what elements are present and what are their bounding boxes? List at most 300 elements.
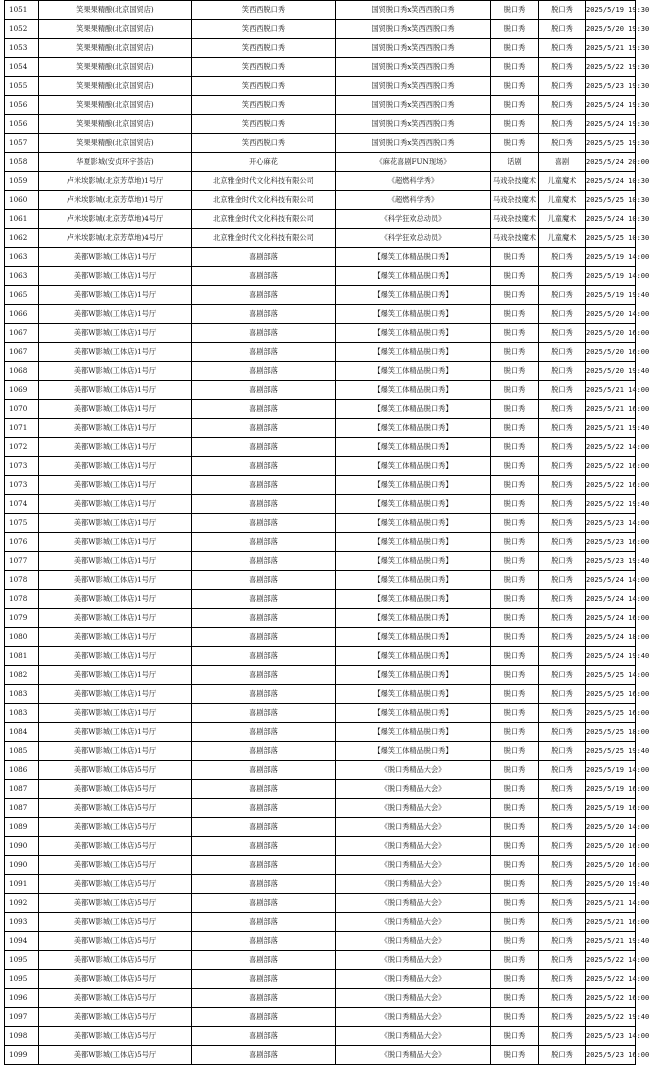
show-title-cell: 国贸脱口秀x笑西西脱口秀 — [336, 115, 491, 134]
row-number-cell: 1089 — [5, 818, 39, 837]
category-cell: 脱口秀 — [491, 381, 539, 400]
venue-cell: 美都W影城(工体店)1号厅 — [39, 438, 192, 457]
showtime-cell: 2025/5/21 19:40 — [586, 419, 636, 438]
table-row — [5, 514, 636, 533]
subcategory-cell: 脱口秀 — [539, 780, 586, 799]
organizer-cell: 喜剧部落 — [192, 647, 336, 666]
table-row — [5, 362, 636, 381]
subcategory-cell: 脱口秀 — [539, 362, 586, 381]
table-row — [5, 647, 636, 666]
showtime-cell: 2025/5/20 16:00 — [586, 837, 636, 856]
table-row — [5, 894, 636, 913]
table-row — [5, 989, 636, 1008]
row-number-cell: 1059 — [5, 172, 39, 191]
subcategory-cell: 脱口秀 — [539, 115, 586, 134]
organizer-cell: 喜剧部落 — [192, 1046, 336, 1065]
venue-cell: 美都W影城(工体店)1号厅 — [39, 400, 192, 419]
table-row — [5, 324, 636, 343]
venue-cell: 卢米埃影城(北京芳草地)1号厅 — [39, 172, 192, 191]
showtime-cell: 2025/5/25 16:00 — [586, 685, 636, 704]
subcategory-cell: 脱口秀 — [539, 1027, 586, 1046]
venue-cell: 卢米埃影城(北京芳草地)4号厅 — [39, 210, 192, 229]
row-number-cell: 1080 — [5, 628, 39, 647]
performance-schedule — [4, 0, 649, 1065]
venue-cell: 美都W影城(工体店)1号厅 — [39, 324, 192, 343]
row-number-cell: 1098 — [5, 1027, 39, 1046]
venue-cell: 笑果果精酿(北京国贸店) — [39, 39, 192, 58]
subcategory-cell: 脱口秀 — [539, 761, 586, 780]
table-row — [5, 58, 636, 77]
category-cell: 脱口秀 — [491, 837, 539, 856]
showtime-cell: 2025/5/20 16:00 — [586, 856, 636, 875]
subcategory-cell: 脱口秀 — [539, 856, 586, 875]
show-title-cell: 【爆笑工体精品脱口秀】 — [336, 666, 491, 685]
category-cell: 马戏杂技魔术 — [491, 229, 539, 248]
category-cell: 脱口秀 — [491, 39, 539, 58]
table-row — [5, 77, 636, 96]
category-cell: 脱口秀 — [491, 1008, 539, 1027]
organizer-cell: 喜剧部落 — [192, 609, 336, 628]
subcategory-cell: 脱口秀 — [539, 20, 586, 39]
organizer-cell: 喜剧部落 — [192, 533, 336, 552]
venue-cell: 美都W影城(工体店)1号厅 — [39, 571, 192, 590]
organizer-cell: 喜剧部落 — [192, 552, 336, 571]
subcategory-cell: 儿童魔术 — [539, 191, 586, 210]
organizer-cell: 北京雅金时代文化科技有限公司 — [192, 229, 336, 248]
showtime-cell: 2025/5/25 10:30 — [586, 191, 636, 210]
row-number-cell: 1087 — [5, 780, 39, 799]
category-cell: 脱口秀 — [491, 400, 539, 419]
showtime-cell: 2025/5/20 14:00 — [586, 818, 636, 837]
show-title-cell: 《科学狂欢总动员》 — [336, 229, 491, 248]
subcategory-cell: 脱口秀 — [539, 514, 586, 533]
category-cell: 脱口秀 — [491, 818, 539, 837]
subcategory-cell: 脱口秀 — [539, 970, 586, 989]
showtime-cell: 2025/5/20 19:30 — [586, 20, 636, 39]
venue-cell: 美都W影城(工体店)5号厅 — [39, 837, 192, 856]
row-number-cell: 1060 — [5, 191, 39, 210]
subcategory-cell: 脱口秀 — [539, 989, 586, 1008]
category-cell: 脱口秀 — [491, 552, 539, 571]
category-cell: 脱口秀 — [491, 590, 539, 609]
subcategory-cell: 脱口秀 — [539, 419, 586, 438]
table-row — [5, 818, 636, 837]
subcategory-cell: 脱口秀 — [539, 742, 586, 761]
row-number-cell: 1068 — [5, 362, 39, 381]
subcategory-cell: 脱口秀 — [539, 894, 586, 913]
venue-cell: 美都W影城(工体店)5号厅 — [39, 1046, 192, 1065]
show-title-cell: 国贸脱口秀x笑西西脱口秀 — [336, 58, 491, 77]
showtime-cell: 2025/5/23 16:00 — [586, 533, 636, 552]
organizer-cell: 喜剧部落 — [192, 267, 336, 286]
showtime-cell: 2025/5/24 19:40 — [586, 647, 636, 666]
show-title-cell: 《科学狂欢总动员》 — [336, 210, 491, 229]
venue-cell: 笑果果精酿(北京国贸店) — [39, 77, 192, 96]
showtime-cell: 2025/5/22 16:00 — [586, 476, 636, 495]
row-number-cell: 1074 — [5, 495, 39, 514]
venue-cell: 美都W影城(工体店)1号厅 — [39, 476, 192, 495]
show-title-cell: 【爆笑工体精品脱口秀】 — [336, 438, 491, 457]
organizer-cell: 笑西西脱口秀 — [192, 77, 336, 96]
show-title-cell: 【爆笑工体精品脱口秀】 — [336, 685, 491, 704]
organizer-cell: 喜剧部落 — [192, 913, 336, 932]
showtime-cell: 2025/5/19 14:00 — [586, 248, 636, 267]
subcategory-cell: 脱口秀 — [539, 1, 586, 20]
table-row — [5, 172, 636, 191]
show-title-cell: 【爆笑工体精品脱口秀】 — [336, 590, 491, 609]
showtime-cell: 2025/5/21 19:40 — [586, 932, 636, 951]
subcategory-cell: 脱口秀 — [539, 476, 586, 495]
subcategory-cell: 脱口秀 — [539, 39, 586, 58]
organizer-cell: 笑西西脱口秀 — [192, 134, 336, 153]
subcategory-cell: 脱口秀 — [539, 58, 586, 77]
category-cell: 话剧 — [491, 153, 539, 172]
organizer-cell: 笑西西脱口秀 — [192, 1, 336, 20]
category-cell: 马戏杂技魔术 — [491, 191, 539, 210]
subcategory-cell: 脱口秀 — [539, 932, 586, 951]
showtime-cell: 2025/5/25 16:00 — [586, 704, 636, 723]
table-row — [5, 666, 636, 685]
organizer-cell: 喜剧部落 — [192, 818, 336, 837]
table-row — [5, 381, 636, 400]
table-row — [5, 609, 636, 628]
subcategory-cell: 脱口秀 — [539, 457, 586, 476]
show-title-cell: 《超燃科学秀》 — [336, 191, 491, 210]
category-cell: 脱口秀 — [491, 685, 539, 704]
table-row — [5, 1046, 636, 1065]
subcategory-cell: 脱口秀 — [539, 438, 586, 457]
show-title-cell: 【爆笑工体精品脱口秀】 — [336, 248, 491, 267]
row-number-cell: 1067 — [5, 324, 39, 343]
row-number-cell: 1052 — [5, 20, 39, 39]
category-cell: 马戏杂技魔术 — [491, 210, 539, 229]
organizer-cell: 喜剧部落 — [192, 666, 336, 685]
table-row — [5, 495, 636, 514]
venue-cell: 美都W影城(工体店)5号厅 — [39, 799, 192, 818]
organizer-cell: 喜剧部落 — [192, 856, 336, 875]
showtime-cell: 2025/5/25 19:30 — [586, 134, 636, 153]
venue-cell: 笑果果精酿(北京国贸店) — [39, 20, 192, 39]
venue-cell: 美都W影城(工体店)1号厅 — [39, 343, 192, 362]
row-number-cell: 1067 — [5, 343, 39, 362]
row-number-cell: 1071 — [5, 419, 39, 438]
table-row — [5, 875, 636, 894]
show-title-cell: 国贸脱口秀x笑西西脱口秀 — [336, 77, 491, 96]
subcategory-cell: 喜剧 — [539, 153, 586, 172]
category-cell: 脱口秀 — [491, 476, 539, 495]
organizer-cell: 喜剧部落 — [192, 799, 336, 818]
show-title-cell: 【爆笑工体精品脱口秀】 — [336, 552, 491, 571]
table-row — [5, 799, 636, 818]
row-number-cell: 1085 — [5, 742, 39, 761]
showtime-cell: 2025/5/22 19:40 — [586, 1008, 636, 1027]
show-title-cell: 国贸脱口秀x笑西西脱口秀 — [336, 134, 491, 153]
showtime-cell: 2025/5/23 19:30 — [586, 77, 636, 96]
table-row — [5, 761, 636, 780]
showtime-cell: 2025/5/20 19:40 — [586, 875, 636, 894]
row-number-cell: 1051 — [5, 1, 39, 20]
show-title-cell: 《超燃科学秀》 — [336, 172, 491, 191]
category-cell: 脱口秀 — [491, 286, 539, 305]
row-number-cell: 1069 — [5, 381, 39, 400]
organizer-cell: 喜剧部落 — [192, 419, 336, 438]
category-cell: 脱口秀 — [491, 913, 539, 932]
venue-cell: 美都W影城(工体店)5号厅 — [39, 951, 192, 970]
venue-cell: 美都W影城(工体店)1号厅 — [39, 267, 192, 286]
organizer-cell: 喜剧部落 — [192, 248, 336, 267]
subcategory-cell: 脱口秀 — [539, 609, 586, 628]
subcategory-cell: 脱口秀 — [539, 837, 586, 856]
showtime-cell: 2025/5/24 10:30 — [586, 210, 636, 229]
show-title-cell: 【爆笑工体精品脱口秀】 — [336, 324, 491, 343]
organizer-cell: 喜剧部落 — [192, 343, 336, 362]
subcategory-cell: 脱口秀 — [539, 704, 586, 723]
category-cell: 脱口秀 — [491, 267, 539, 286]
category-cell: 脱口秀 — [491, 58, 539, 77]
table-row — [5, 343, 636, 362]
venue-cell: 美都W影城(工体店)5号厅 — [39, 856, 192, 875]
category-cell: 脱口秀 — [491, 932, 539, 951]
category-cell: 脱口秀 — [491, 571, 539, 590]
category-cell: 脱口秀 — [491, 115, 539, 134]
category-cell: 脱口秀 — [491, 495, 539, 514]
show-title-cell: 《脱口秀精品大会》 — [336, 856, 491, 875]
show-title-cell: 【爆笑工体精品脱口秀】 — [336, 400, 491, 419]
venue-cell: 美都W影城(工体店)5号厅 — [39, 818, 192, 837]
organizer-cell: 笑西西脱口秀 — [192, 39, 336, 58]
row-number-cell: 1063 — [5, 248, 39, 267]
show-title-cell: 【爆笑工体精品脱口秀】 — [336, 419, 491, 438]
category-cell: 脱口秀 — [491, 305, 539, 324]
table-row — [5, 248, 636, 267]
venue-cell: 美都W影城(工体店)1号厅 — [39, 666, 192, 685]
category-cell: 脱口秀 — [491, 875, 539, 894]
subcategory-cell: 脱口秀 — [539, 571, 586, 590]
venue-cell: 美都W影城(工体店)5号厅 — [39, 875, 192, 894]
subcategory-cell: 儿童魔术 — [539, 172, 586, 191]
showtime-cell: 2025/5/19 19:40 — [586, 286, 636, 305]
organizer-cell: 喜剧部落 — [192, 761, 336, 780]
category-cell: 脱口秀 — [491, 799, 539, 818]
category-cell: 脱口秀 — [491, 647, 539, 666]
showtime-cell: 2025/5/25 14:00 — [586, 666, 636, 685]
organizer-cell: 开心麻花 — [192, 153, 336, 172]
subcategory-cell: 脱口秀 — [539, 495, 586, 514]
table-row — [5, 191, 636, 210]
venue-cell: 美都W影城(工体店)5号厅 — [39, 780, 192, 799]
organizer-cell: 北京雅金时代文化科技有限公司 — [192, 191, 336, 210]
table-row — [5, 134, 636, 153]
showtime-cell: 2025/5/21 14:00 — [586, 894, 636, 913]
row-number-cell: 1061 — [5, 210, 39, 229]
showtime-cell: 2025/5/22 14:00 — [586, 970, 636, 989]
venue-cell: 美都W影城(工体店)5号厅 — [39, 932, 192, 951]
venue-cell: 美都W影城(工体店)1号厅 — [39, 533, 192, 552]
subcategory-cell: 脱口秀 — [539, 267, 586, 286]
table-row — [5, 704, 636, 723]
show-title-cell: 【爆笑工体精品脱口秀】 — [336, 476, 491, 495]
table-row — [5, 590, 636, 609]
table-row — [5, 305, 636, 324]
table-row — [5, 39, 636, 58]
venue-cell: 笑果果精酿(北京国贸店) — [39, 1, 192, 20]
showtime-cell: 2025/5/19 14:00 — [586, 267, 636, 286]
category-cell: 脱口秀 — [491, 324, 539, 343]
subcategory-cell: 脱口秀 — [539, 1008, 586, 1027]
venue-cell: 美都W影城(工体店)1号厅 — [39, 495, 192, 514]
subcategory-cell: 脱口秀 — [539, 248, 586, 267]
showtime-cell: 2025/5/20 14:00 — [586, 305, 636, 324]
category-cell: 脱口秀 — [491, 628, 539, 647]
organizer-cell: 喜剧部落 — [192, 1008, 336, 1027]
show-title-cell: 《脱口秀精品大会》 — [336, 932, 491, 951]
subcategory-cell: 脱口秀 — [539, 96, 586, 115]
table-row — [5, 856, 636, 875]
venue-cell: 美都W影城(工体店)1号厅 — [39, 628, 192, 647]
showtime-cell: 2025/5/24 14:00 — [586, 590, 636, 609]
row-number-cell: 1095 — [5, 951, 39, 970]
show-title-cell: 国贸脱口秀x笑西西脱口秀 — [336, 20, 491, 39]
table-row — [5, 628, 636, 647]
table-row — [5, 20, 636, 39]
organizer-cell: 笑西西脱口秀 — [192, 20, 336, 39]
subcategory-cell: 脱口秀 — [539, 818, 586, 837]
showtime-cell: 2025/5/21 19:30 — [586, 39, 636, 58]
category-cell: 脱口秀 — [491, 723, 539, 742]
category-cell: 脱口秀 — [491, 609, 539, 628]
table-row — [5, 457, 636, 476]
showtime-cell: 2025/5/21 16:00 — [586, 400, 636, 419]
row-number-cell: 1076 — [5, 533, 39, 552]
organizer-cell: 喜剧部落 — [192, 837, 336, 856]
organizer-cell: 喜剧部落 — [192, 457, 336, 476]
show-title-cell: 【爆笑工体精品脱口秀】 — [336, 286, 491, 305]
category-cell: 脱口秀 — [491, 343, 539, 362]
row-number-cell: 1062 — [5, 229, 39, 248]
row-number-cell: 1078 — [5, 590, 39, 609]
show-title-cell: 国贸脱口秀x笑西西脱口秀 — [336, 96, 491, 115]
showtime-cell: 2025/5/22 19:40 — [586, 495, 636, 514]
venue-cell: 美都W影城(工体店)5号厅 — [39, 970, 192, 989]
venue-cell: 美都W影城(工体店)1号厅 — [39, 457, 192, 476]
subcategory-cell: 脱口秀 — [539, 324, 586, 343]
show-title-cell: 《脱口秀精品大会》 — [336, 1008, 491, 1027]
show-title-cell: 【爆笑工体精品脱口秀】 — [336, 362, 491, 381]
showtime-cell: 2025/5/19 14:00 — [586, 761, 636, 780]
venue-cell: 美都W影城(工体店)1号厅 — [39, 590, 192, 609]
schedule-table-body — [5, 1, 649, 1065]
row-number-cell: 1083 — [5, 704, 39, 723]
subcategory-cell: 脱口秀 — [539, 77, 586, 96]
showtime-cell: 2025/5/25 19:40 — [586, 742, 636, 761]
venue-cell: 美都W影城(工体店)1号厅 — [39, 685, 192, 704]
subcategory-cell: 脱口秀 — [539, 1046, 586, 1065]
table-row — [5, 1027, 636, 1046]
subcategory-cell: 脱口秀 — [539, 628, 586, 647]
showtime-cell: 2025/5/19 16:00 — [586, 780, 636, 799]
organizer-cell: 喜剧部落 — [192, 1027, 336, 1046]
showtime-cell: 2025/5/24 10:30 — [586, 172, 636, 191]
row-number-cell: 1086 — [5, 761, 39, 780]
showtime-cell: 2025/5/24 19:30 — [586, 96, 636, 115]
venue-cell: 美都W影城(工体店)1号厅 — [39, 514, 192, 533]
venue-cell: 美都W影城(工体店)5号厅 — [39, 913, 192, 932]
row-number-cell: 1099 — [5, 1046, 39, 1065]
organizer-cell: 笑西西脱口秀 — [192, 96, 336, 115]
organizer-cell: 喜剧部落 — [192, 324, 336, 343]
showtime-cell: 2025/5/23 14:00 — [586, 1027, 636, 1046]
row-number-cell: 1083 — [5, 685, 39, 704]
row-number-cell: 1079 — [5, 609, 39, 628]
showtime-cell: 2025/5/19 19:30 — [586, 1, 636, 20]
organizer-cell: 喜剧部落 — [192, 685, 336, 704]
category-cell: 脱口秀 — [491, 20, 539, 39]
organizer-cell: 北京雅金时代文化科技有限公司 — [192, 172, 336, 191]
organizer-cell: 喜剧部落 — [192, 628, 336, 647]
show-title-cell: 《脱口秀精品大会》 — [336, 761, 491, 780]
venue-cell: 美都W影城(工体店)1号厅 — [39, 248, 192, 267]
subcategory-cell: 脱口秀 — [539, 951, 586, 970]
venue-cell: 美都W影城(工体店)5号厅 — [39, 1027, 192, 1046]
category-cell: 脱口秀 — [491, 970, 539, 989]
category-cell: 马戏杂技魔术 — [491, 172, 539, 191]
category-cell: 脱口秀 — [491, 894, 539, 913]
show-title-cell: 【爆笑工体精品脱口秀】 — [336, 267, 491, 286]
category-cell: 脱口秀 — [491, 856, 539, 875]
row-number-cell: 1087 — [5, 799, 39, 818]
row-number-cell: 1090 — [5, 856, 39, 875]
venue-cell: 笑果果精酿(北京国贸店) — [39, 58, 192, 77]
category-cell: 脱口秀 — [491, 514, 539, 533]
category-cell: 脱口秀 — [491, 96, 539, 115]
venue-cell: 美都W影城(工体店)1号厅 — [39, 647, 192, 666]
showtime-cell: 2025/5/22 19:30 — [586, 58, 636, 77]
subcategory-cell: 儿童魔术 — [539, 229, 586, 248]
table-row — [5, 210, 636, 229]
row-number-cell: 1081 — [5, 647, 39, 666]
category-cell: 脱口秀 — [491, 248, 539, 267]
table-row — [5, 742, 636, 761]
row-number-cell: 1082 — [5, 666, 39, 685]
table-row — [5, 723, 636, 742]
table-row — [5, 1008, 636, 1027]
organizer-cell: 喜剧部落 — [192, 704, 336, 723]
table-row — [5, 571, 636, 590]
showtime-cell: 2025/5/20 19:40 — [586, 362, 636, 381]
row-number-cell: 1097 — [5, 1008, 39, 1027]
category-cell: 脱口秀 — [491, 457, 539, 476]
category-cell: 脱口秀 — [491, 77, 539, 96]
venue-cell: 美都W影城(工体店)1号厅 — [39, 286, 192, 305]
row-number-cell: 1095 — [5, 970, 39, 989]
venue-cell: 美都W影城(工体店)1号厅 — [39, 419, 192, 438]
subcategory-cell: 脱口秀 — [539, 305, 586, 324]
organizer-cell: 喜剧部落 — [192, 742, 336, 761]
row-number-cell: 1091 — [5, 875, 39, 894]
row-number-cell: 1070 — [5, 400, 39, 419]
subcategory-cell: 脱口秀 — [539, 286, 586, 305]
showtime-cell: 2025/5/24 19:30 — [586, 115, 636, 134]
venue-cell: 美都W影城(工体店)5号厅 — [39, 894, 192, 913]
show-title-cell: 《麻花喜剧FUN现场》 — [336, 153, 491, 172]
showtime-cell: 2025/5/21 14:00 — [586, 381, 636, 400]
subcategory-cell: 脱口秀 — [539, 590, 586, 609]
row-number-cell: 1056 — [5, 115, 39, 134]
organizer-cell: 笑西西脱口秀 — [192, 115, 336, 134]
row-number-cell: 1084 — [5, 723, 39, 742]
organizer-cell: 喜剧部落 — [192, 495, 336, 514]
show-title-cell: 《脱口秀精品大会》 — [336, 894, 491, 913]
